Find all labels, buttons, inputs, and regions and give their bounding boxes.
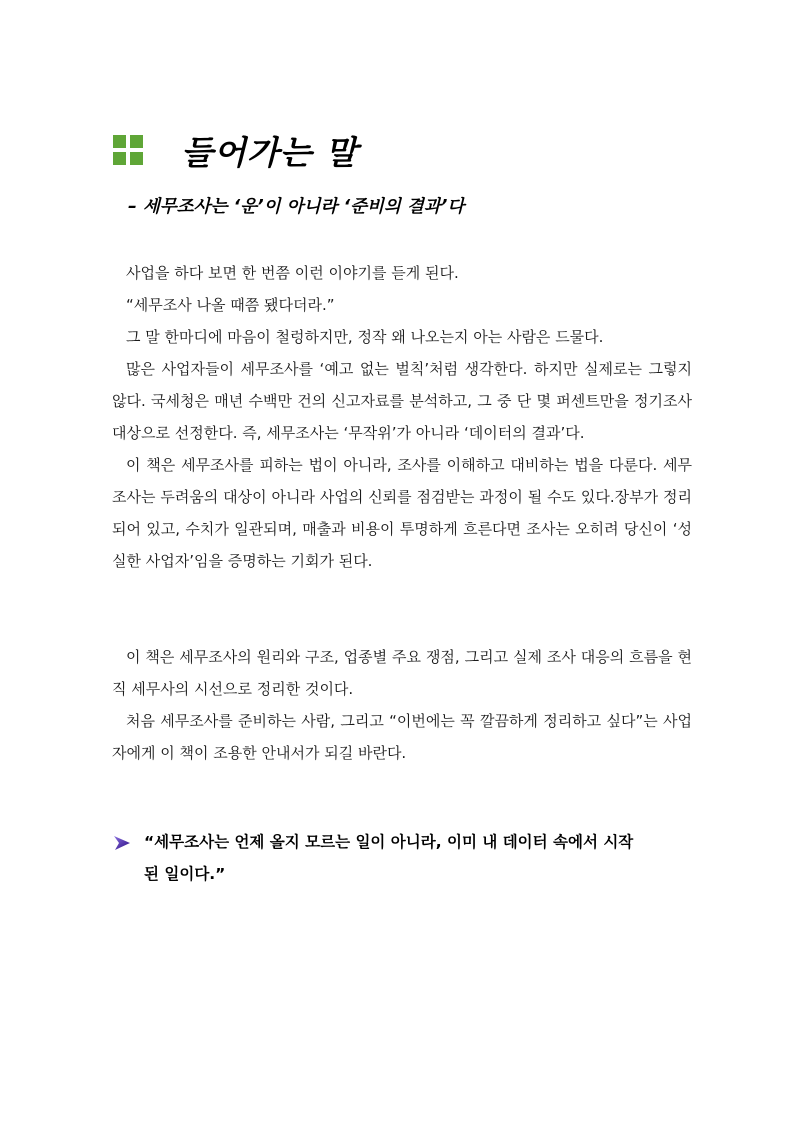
quote-line-2: 된 일이다.” (144, 865, 226, 883)
quote-line-1: “세무조사는 언제 올지 모르는 일이 아니라, 이미 내 데이터 속에서 시작 (144, 833, 634, 851)
paragraph: 이 책은 세무조사의 원리와 구조, 업종별 주요 쟁점, 그리고 실제 조사 대응의 흐름을 현직 세무사의 시선으로 정리한 것이다. (112, 648, 692, 698)
section-heading (113, 128, 358, 172)
paragraph: 많은 사업자들이 세무조사를 ‘예고 없는 벌칙’처럼 생각한다. 하지만 실제로는 그렇지 않다. 국세청은 매년 수백만 건의 신고자료를 분석하고, 그 중 단 몇 퍼센트만을 정기조사 대상으로 선정한다. 즉, 세무조사는 ‘무작위’가 아니라 ‘데이터의 결과’다. (112, 360, 692, 442)
arrow-bullet-icon (112, 833, 132, 853)
paragraph: 처음 세무조사를 준비하는 사람, 그리고 “이번에는 꼭 깔끔하게 정리하고 싶다”는 사업자에게 이 책이 조용한 안내서가 되길 바란다. (112, 712, 692, 762)
paragraph: 그 말 한마디에 마음이 철렁하지만, 정작 왜 나오는지 아는 사람은 드물다. (126, 328, 604, 346)
paragraph: 사업을 하다 보면 한 번쯤 이런 이야기를 듣게 된다. (126, 264, 459, 282)
intro-text-block (112, 257, 692, 577)
highlight-quote (112, 826, 692, 890)
green-four-squares-icon (113, 135, 143, 165)
book-purpose-text-block (112, 641, 692, 769)
page-title: 들어가는 말 (181, 132, 358, 172)
page-subtitle: – 세무조사는 ‘운’이 아니라 ‘준비의 결과’다 (128, 197, 465, 217)
paragraph: “세무조사 나올 때쯤 됐다더라.” (126, 296, 335, 314)
paragraph: 이 책은 세무조사를 피하는 법이 아니라, 조사를 이해하고 대비하는 법을 다룬다. 세무조사는 두려움의 대상이 아니라 사업의 신뢰를 점검받는 과정이 될 수도 있다.장부가 정리되어 있고, 수치가 일관되며, 매출과 비용이 투명하게 흐른다면 조사는 오히려 당신이 ‘성실한 사업자’임을 증명하는 기회가 된다. (112, 456, 692, 570)
